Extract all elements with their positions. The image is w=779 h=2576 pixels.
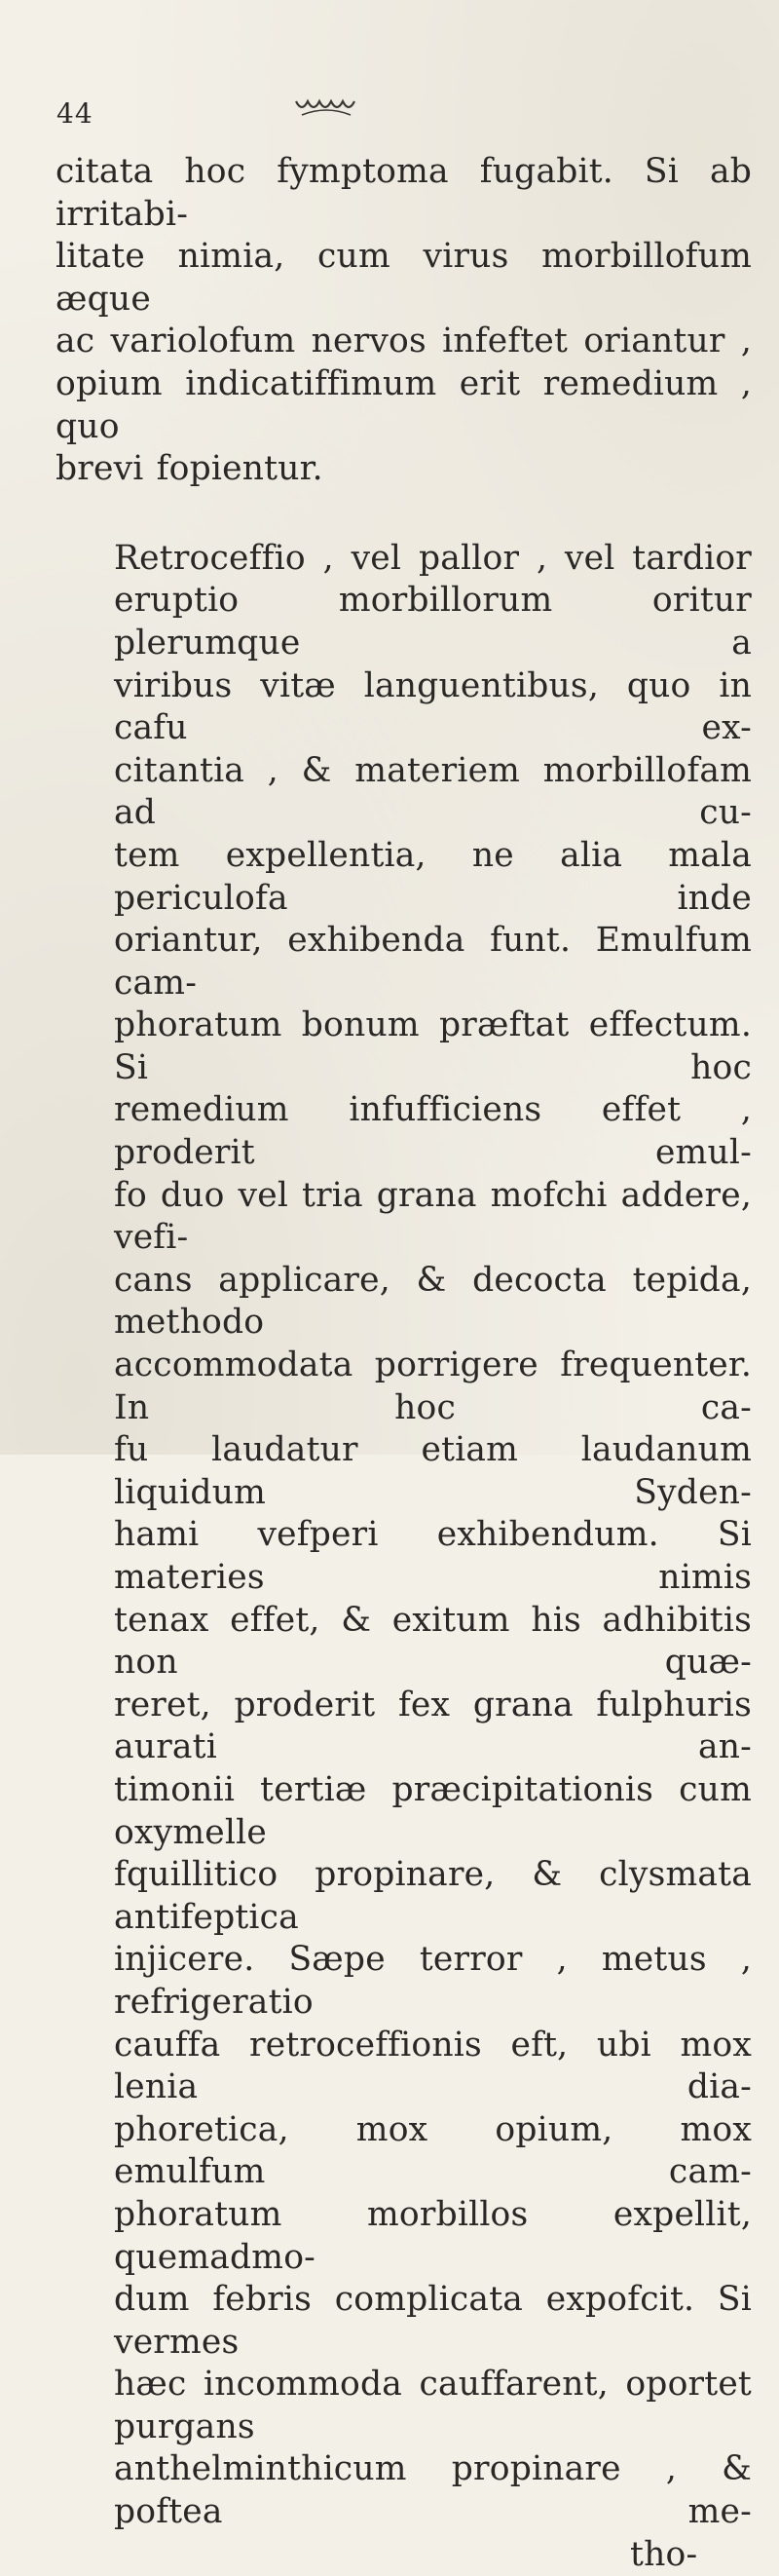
- text-line: citata hoc fymptoma fugabit. Si ab irritabi-: [56, 152, 752, 234]
- text-line: eruptio morbillorum oritur plerumque a: [114, 581, 752, 663]
- text-line: cans applicare, & decocta tepida, methodo: [114, 1260, 752, 1343]
- text-line: phoratum morbillos expellit, quemadmo-: [114, 2194, 752, 2277]
- text-line: fo duo vel tria grana mofchi addere, vefi-: [114, 1175, 752, 1258]
- text-line: oriantur, exhibenda funt. Emulfum cam-: [114, 921, 752, 1003]
- text-line: accommodata porrigere frequenter. In hoc ca-: [114, 1345, 752, 1427]
- text-line: remedium infufficiens effet , proderit emul-: [114, 1090, 752, 1173]
- ornament-icon: [292, 94, 360, 123]
- text-line: hæc incommoda cauffarent, oportet purgans: [114, 2365, 752, 2446]
- text-line: dum febris complicata expofcit. Si vermes: [114, 2280, 752, 2362]
- text-line: hami vefperi exhibendum. Si materies nimis: [114, 1515, 752, 1597]
- text-line: phoratum bonum præftat effectum. Si hoc: [114, 1005, 752, 1087]
- text-line: anthelminthicum propinare , & poftea me-: [114, 2449, 752, 2532]
- text-line: fu laudatur etiam laudanum liquidum Syden-: [114, 1430, 752, 1512]
- body-text: [56, 151, 752, 2576]
- page-number: 44: [56, 97, 93, 130]
- text-line: reret, proderit fex grana fulphuris aurati an-: [114, 1685, 752, 1767]
- text-line: citantia , & materiem morbillofam ad cu-: [114, 750, 752, 833]
- text-line: tenax effet, & exitum his adhibitis non quæ-: [114, 1600, 752, 1683]
- paragraph-1: [56, 151, 752, 491]
- text-line: litate nimia, cum virus morbillofum æque: [56, 237, 752, 319]
- text-line: opium indicatiffimum erit remedium , quo: [56, 363, 752, 446]
- text-line: injicere. Sæpe terror , metus , refrigeratio: [114, 1940, 752, 2022]
- text-line: cauffa retroceffionis eft, ubi mox lenia dia-: [114, 2025, 752, 2107]
- text-line: timonii tertiæ præcipitationis cum oxymelle: [114, 1769, 752, 1852]
- text-line: tho-: [630, 2534, 698, 2574]
- text-line: viribus vitæ languentibus, quo in cafu ex-: [114, 665, 752, 748]
- text-line: phoretica, mox opium, mox emulfum cam-: [114, 2109, 752, 2192]
- text-line: tem expellentia, ne alia mala periculofa inde: [114, 835, 752, 918]
- text-line: Retroceffio , vel pallor , vel tardior: [114, 538, 752, 578]
- text-line: ac variolofum nervos infeftet oriantur ,: [56, 322, 752, 361]
- text-line: fquillitico propinare, & clysmata antifeptica: [114, 1855, 752, 1937]
- paragraph-2: [56, 538, 752, 2576]
- text-line: brevi fopientur.: [56, 449, 323, 489]
